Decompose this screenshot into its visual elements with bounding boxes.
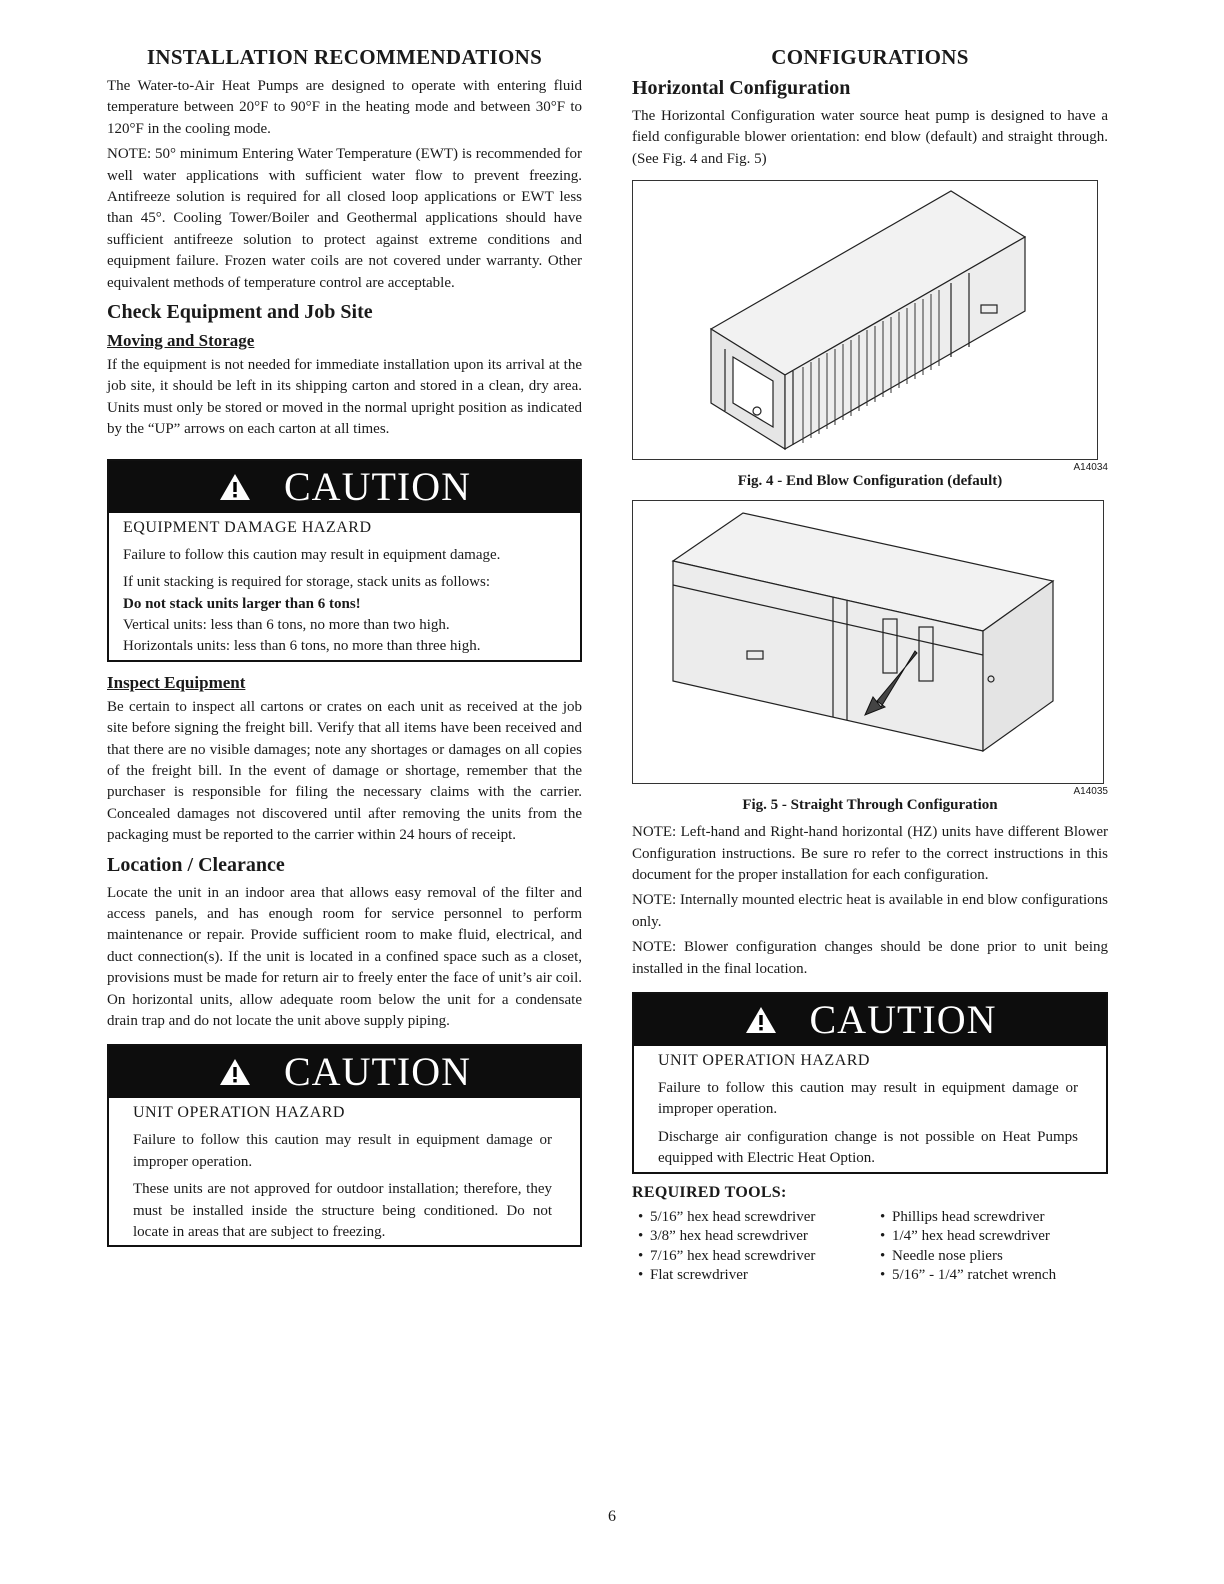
hazard-title: EQUIPMENT DAMAGE HAZARD: [123, 518, 372, 536]
note-label: NOTE:: [107, 146, 152, 163]
tools-column-2: [874, 1208, 1056, 1286]
location-clearance-text: Locate the unit in an indoor area that allows easy removal of the filter and access panels, and has enough room for service personnel to perform maintenance or repair. Provide sufficient room to make fluid, electrical, and duct connection(s). If the unit is located in a confined space such as a closet, provisions must be made for return air to freely enter the face of unit’s air coil. On horizontal units, allow adequate room below the unit for a condensate drain trap and do not locate the unit above supply piping.: [107, 884, 582, 1029]
note-label: NOTE:: [632, 824, 677, 841]
straight-through-unit-illustration: [633, 501, 1101, 781]
caution-text: Horizontals units: less than 6 tons, no more than three high.: [123, 638, 481, 655]
hazard-title: UNIT OPERATION HAZARD: [133, 1104, 345, 1122]
caution-body: [109, 1098, 580, 1245]
inspect-equipment-text: Be certain to inspect all cartons or crates on each unit as received at the job site before signing the freight bill. Verify that all items have been received and that there are no visible damages; note any shortages or damages on all copies of the freight bill. In the event of damage or shortage, remember that the purchaser is responsible for filing the necessary claims with the carrier. Concealed damages not discovered until after removing the units from the packaging must be reported to the carrier within 24 hours of receipt.: [107, 698, 582, 844]
location-clearance-heading: Location / Clearance: [107, 853, 285, 876]
note-electric-heat-text: Internally mounted electric heat is available in end blow configurations only.: [632, 892, 1108, 930]
caution-box-equipment: [107, 459, 582, 662]
moving-storage-text: If the equipment is not needed for immediate installation upon its arrival at the job site, it should be left in its shipping carton and stored in a clean, dry area. Units must only be stored or moved in the normal upright position as indicated by the “UP” arrows on each carton at all times.: [107, 357, 582, 438]
check-equipment-heading: Check Equipment and Job Site: [107, 301, 373, 324]
tools-column-1: [632, 1208, 874, 1286]
installation-heading: INSTALLATION RECOMMENDATIONS: [146, 45, 543, 69]
caution-body: [109, 513, 580, 660]
hazard-title: UNIT OPERATION HAZARD: [658, 1052, 870, 1070]
required-tools-list: [632, 1208, 1108, 1286]
note-hz-text: Left-hand and Right-hand horizontal (HZ) units have different Blower Configuration instructions. Be sure ro refer to the correct instructions in this document for the proper installation for each configuration.: [632, 824, 1108, 884]
page-number: 6: [608, 1508, 616, 1525]
list-item: • 1/4” hex head screwdriver: [874, 1227, 1056, 1247]
caution-text: Failure to follow this caution may result in equipment damage.: [123, 546, 501, 563]
warning-triangle-icon: [218, 1057, 252, 1087]
caution-title: CAUTION: [284, 463, 471, 509]
list-item: • 3/8” hex head screwdriver: [632, 1227, 874, 1247]
figure-5-code: A14035: [1073, 786, 1108, 798]
caution-text: Discharge air configuration change is not possible on Heat Pumps equipped with Electric Heat Option.: [658, 1128, 1078, 1167]
end-blow-unit-illustration: [633, 181, 1095, 457]
note-label: NOTE:: [632, 939, 677, 956]
note-blower-config: [632, 937, 1108, 980]
left-column: [107, 44, 582, 1257]
caution-text: Failure to follow this caution may result in equipment damage or improper operation.: [133, 1132, 552, 1170]
figure-4-caption: Fig. 4 - End Blow Configuration (default): [737, 473, 1003, 490]
intro-paragraph: The Water-to-Air Heat Pumps are designed to operate with entering fluid temperature between 20°F to 90°F in the heating mode and between 30°F to 120°F in the cooling mode.: [107, 78, 582, 137]
configurations-heading: CONFIGURATIONS: [771, 45, 969, 69]
required-tools-title: REQUIRED TOOLS:: [632, 1183, 787, 1201]
note-electric-heat: [632, 890, 1108, 933]
note-ewt: [107, 144, 582, 294]
list-item: • Phillips head screwdriver: [874, 1208, 1056, 1228]
note-blower-config-text: Blower configuration changes should be done prior to unit being installed in the final location.: [632, 939, 1108, 977]
caution-text: Vertical units: less than 6 tons, no more than two high.: [123, 616, 450, 633]
figure-4-code: A14034: [1073, 462, 1108, 474]
warning-triangle-icon: [744, 1005, 778, 1035]
horizontal-config-heading: Horizontal Configuration: [632, 77, 851, 99]
list-item: • 7/16” hex head screwdriver: [632, 1247, 874, 1267]
caution-banner: [109, 1046, 580, 1098]
caution-box-outdoor: [107, 1044, 582, 1247]
caution-text: Failure to follow this caution may result in equipment damage or improper operation.: [658, 1080, 1078, 1118]
list-item: • 5/16” - 1/4” ratchet wrench: [874, 1266, 1056, 1286]
horizontal-config-text: The Horizontal Configuration water source heat pump is designed to have a field configurable blower orientation: end blow (default) and straight through. (See Fig. 4 and Fig. 5): [632, 108, 1108, 167]
figure-4-box: [632, 180, 1098, 460]
caution-banner: [109, 461, 580, 513]
right-column: [632, 44, 1108, 1286]
caution-title: CAUTION: [284, 1049, 471, 1095]
list-item: • 5/16” hex head screwdriver: [632, 1208, 874, 1228]
caution-text: If unit stacking is required for storage, stack units as follows:: [123, 574, 491, 591]
caution-title: CAUTION: [809, 997, 997, 1043]
note-hz-units: [632, 822, 1108, 886]
figure-5-box: [632, 500, 1104, 784]
note-ewt-text: 50° minimum Entering Water Temperature (EWT) is recommended for well water applications with sufficient water flow to prevent freezing. Antifreeze solution is required for all closed loop applications or EWT less than 45°. Cooling Tower/Boiler and Geothermal applications should have sufficient antifreeze solution to protect against extreme conditions and equipment failure. Frozen water coils are not covered under warranty. Other equivalent methods of temperature control are acceptable.: [107, 146, 582, 291]
moving-storage-heading: Moving and Storage: [107, 331, 255, 351]
list-item: • Flat screwdriver: [632, 1266, 874, 1286]
inspect-equipment-heading: Inspect Equipment: [107, 672, 246, 692]
caution-box-discharge: [632, 992, 1108, 1174]
caution-bold-text: Do not stack units larger than 6 tons!: [123, 595, 361, 612]
caution-body: [634, 1046, 1106, 1172]
caution-banner: [634, 994, 1106, 1046]
warning-triangle-icon: [218, 472, 252, 502]
note-label: NOTE:: [632, 892, 677, 909]
figure-5-caption: Fig. 5 - Straight Through Configuration: [742, 797, 998, 814]
list-item: • Needle nose pliers: [874, 1247, 1056, 1267]
caution-text: These units are not approved for outdoor installation; therefore, they must be installed inside the structure being conditioned. Do not locate in areas that are subject to freezing.: [133, 1181, 552, 1241]
